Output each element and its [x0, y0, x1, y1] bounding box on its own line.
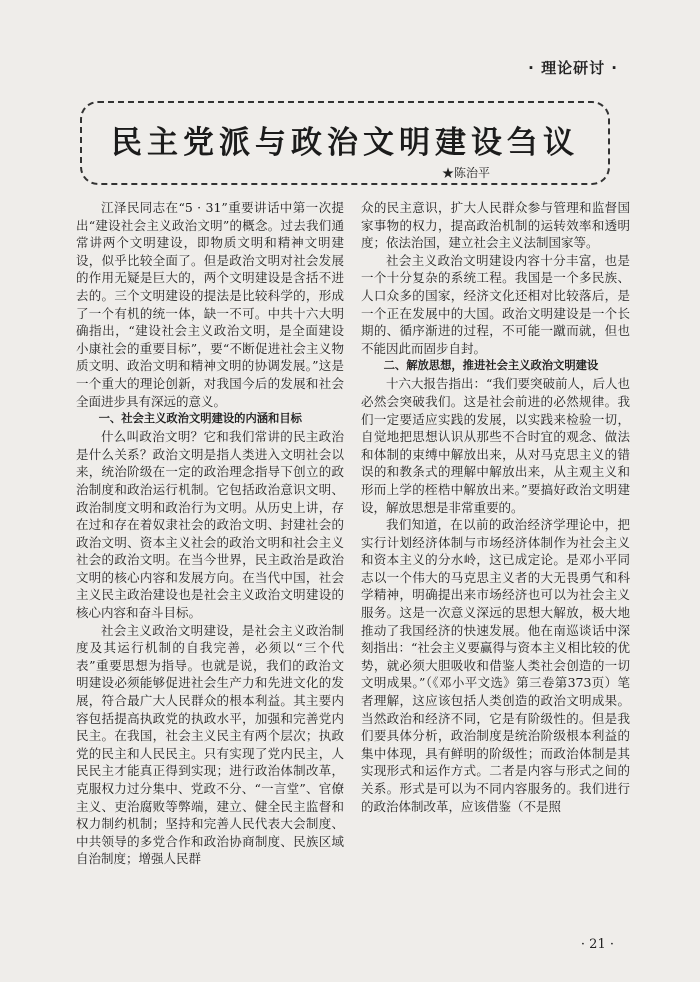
paragraph: 我们知道，在以前的政治经济学理论中，把实行计划经济体制与市场经济体制作为社会主义和资本主义的分水岭，这已成定论。是邓小平同志以一个伟大的马克思主义者的大无畏勇气和科学精神，明确提出来市场经济也可以为社会主义服务。这是一次意义深远的思想大解放，极大地推动了我国经济的快速发展。他在南巡谈话中深刻指出：“社会主义要赢得与资本主义相比较的优势，就必须大胆吸收和借鉴人类社会创造的一切文明成果。”（《邓小平文选》第三卷第373页）笔者理解，这应该包括人类创造的政治文明成果。当然政治和经济不同，它是有阶级性的。但是我们要具体分析，政治制度是统治阶级根本利益的集中体现，具有鲜明的阶级性；而政治体制是其实现形式和运作方式。二者是内容与形式之间的关系。形式是可以为不同内容服务的。我们进行的政治体制改革，应该借鉴（不是照 [361, 517, 630, 814]
paragraph: 社会主义政治文明建设，是社会主义政治制度及其运行机制的自我完善，必须以“三个代表”重要思想为指导。也就是说，我们的政治文明建设必须能够促进社会生产力和先进文化的发展，符合最广大人民群众的根本利益。其主要内容包括提高执政党的执政水平，加强和完善党内民主。在我国，社会主义民主有两个层次；执政党的民主和人民民主。只有实现了党内民主，人民民主才能真正得到实现；进行政治体制改革，克服权力过分集中、党政不分、“一言堂”、官僚主义、吏治腐败等弊端，建立、健全民主监督和权力制约机制；坚持和完善人民代表大会制度、中共领导的多党合作和政治协商制度、民族区域自治制度；增强人民群 [76, 622, 344, 867]
section-heading: 二、解放思想，推进社会主义政治文明建设 [383, 359, 599, 373]
section-heading: 一、社会主义政治文明建设的内涵和目标 [98, 412, 302, 426]
article-author: ★陈治平 [441, 166, 490, 180]
article-title: 民主党派与政治文明建设刍议 [111, 125, 579, 161]
section-header: · 理论研讨 · [528, 59, 618, 77]
right-column [361, 199, 630, 815]
paragraph: 什么叫政治文明？它和我们常讲的民主政治是什么关系？政治文明是指人类进入文明社会以来，统治阶级在一定的政治理念指导下创立的政治制度和政治运行机制。它包括政治意识文明、政治制度文明和政治行为文明。从历史上讲，存在过和存在着奴隶社会的政治文明、封建社会的政治文明、资本主义社会的政治文明和社会主义社会的政治文明。在当今世界，民主政治是政治文明的核心内容和发展方向。在当代中国，社会主义民主政治建设也是社会主义政治文明建设的核心内容和奋斗目标。 [76, 429, 344, 621]
paragraph-continued: 众的民主意识，扩大人民群众参与管理和监督国家事物的权力，提高政治机制的运转效率和透明度；依法治国，建立社会主义法制国家等。 [361, 200, 630, 251]
paragraph: 社会主义政治文明建设内容十分丰富，也是一个十分复杂的系统工程。我国是一个多民族、人口众多的国家，经济文化还相对比较落后，是一个正在发展中的大国。政治文明建设是一个长期的、循序渐进的过程，不可能一蹴而就，但也不能因此而固步自封。 [361, 252, 630, 356]
page-number: · 21 · [580, 937, 614, 952]
paragraph: 十六大报告指出：“我们要突破前人，后人也必然会突破我们。这是社会前进的必然规律。我们一定要适应实践的发展，以实践来检验一切，自觉地把思想认识从那些不合时宜的观念、做法和体制的束缚中解放出来，从对马克思主义的错误的和教条式的理解中解放出来，从主观主义和形而上学的桎梏中解放出来。”要搞好政治文明建设，解放思想是非常重要的。 [361, 376, 630, 515]
left-column [76, 199, 344, 868]
title-frame [80, 101, 610, 185]
paragraph: 江泽民同志在“5 · 31”重要讲话中第一次提出“建设社会主义政治文明”的概念。过去我们通常讲两个文明建设，即物质文明和精神文明建设，似乎比较全面了。但是政治文明对社会发展的作用无疑是巨大的，两个文明建设是含括不进去的。三个文明建设的提法是比较科学的，形成了一个有机的统一体，缺一不可。中共十六大明确指出，“建设社会主义政治文明，是全面建设小康社会的重要目标”，要“不断促进社会主义物质文明、政治文明和精神文明的协调发展。”这是一个重大的理论创新，对我国今后的发展和社会全面进步具有深远的意义。 [76, 200, 344, 409]
